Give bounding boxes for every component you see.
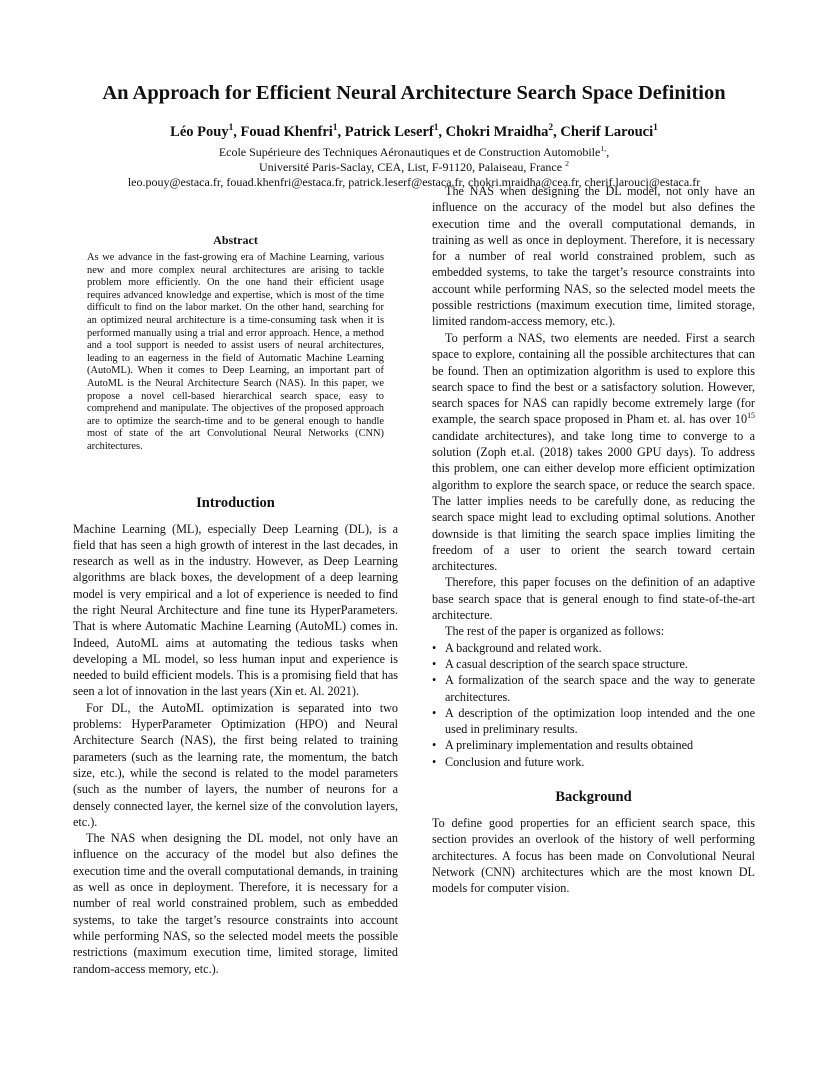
affiliation-line-1: Ecole Supérieure des Techniques Aéronautiques et de Construction Automobile$^{1,}$,	[218, 144, 610, 159]
intro-paragraph-5: Therefore, this paper focuses on the definition of an adaptive base search space that is general enough to find state-of-the-art architecture.	[432, 575, 755, 623]
intro-paragraph-2: For DL, the AutoML optimization is separated into two problems: HyperParameter Optimization (HPO) and Neural Architecture Search (NAS), the first being related to training parameters (such as the learning rate, the momentum, the batch size, etc.), while the second is related to the model parameters (such as the number of layers, the number of neurons for a densely connected layer, the kernel size of the convolution layers, etc.).	[73, 700, 398, 829]
paper-title: An Approach for Efficient Neural Architecture Search Space Definition	[102, 82, 726, 104]
intro-paragraph-3-flow: The NAS when designing the DL model, not only have an influence on the accuracy of the model but also defines the execution time and the overall computational demands, in training as well as once in deployment. Therefore, it is necessary for a number of real world constrained problem, such as embedded systems, to take the target’s resource constraints into account while performing NAS, so the selected model meets the possible restrictions (maximum execution time, limited storage, limited random-access memory, etc.).	[432, 184, 755, 329]
background-paragraph-1: To define good properties for an efficient search space, this section provides an overlook of the history of well performing architectures. A focus has been made on Convolutional Neural Network (CNN) architectures which are the most known DL models for computer vision.	[432, 816, 755, 896]
background-heading: Background	[555, 789, 632, 806]
intro-paragraph-1: Machine Learning (ML), especially Deep Learning (DL), is a field that has seen a high growth of interest in the last decades, in research as well as in the industry. However, as Deep Learning algorithms are black boxes, the development of a deep learning model is very empirical and a lot of experience is needed to find the right Neural Architecture and fine tune its HyperParameters. That is where Automatic Machine Learning (AutoML) comes in. Indeed, AutoML aims at automating the tedious tasks when developing a ML model, so less human input and experience is needed to build efficient models. This is a promising field that has seen a lot of innovation in the last years (Xin et. Al. 2021).	[73, 521, 398, 699]
abstract-text: As we advance in the fast-growing era of Machine Learning, various new and more complex neural architectures are arising to tackle problem more efficiently. On the one hand their efficient usage requires advanced knowledge and expertise, which is most of the time difficult to find on the labor market. On the other hand, searching for an optimized neural architecture is a time-consuming task when it is performed manually using a trial and error approach. Hence, a method and a tool support is needed to assist users of neural architectures, leading to an eagerness in the field of Automatic Machine Learning (AutoML). When it comes to Deep Learning, an important part of AutoML is the Neural Architecture Search (NAS). In this paper, we propose a novel cell-based hierarchical search space, easy to comprehend and manipulate. The objectives of the proposed approach are to optimize the search-time and to be general enough to handle most of state of the art Convolutional Neural Networks (CNN) architectures.	[87, 252, 384, 452]
right-column	[432, 184, 755, 897]
author: Patrick Leserf$^1$,	[344, 123, 446, 140]
intro-paragraph-6: The rest of the paper is organized as follows:	[445, 624, 665, 639]
author: Fouad Khenfri$^1$,	[240, 123, 345, 140]
intro-paragraph-4: To perform a NAS, two elements are needed. First a search space to explore, containing all the possible architectures that can be found. Then an optimization algorithm is used to explore this search space to find the best or a satisfactory solution. However, search spaces for NAS can rapidly become extremely large (for example, the search space proposed in Pham et. al. has over $10^{15}$ candidate architectures), and take long time to converge to a solution (Zoph et.al. (2018) takes 2000 GPU days). To address this problem, one can either develop more efficient optimization algorithm to explore the search space, or reduce the search space. The latter implies needs to be carefully done, as reducing the search space might lead to excluding optimal solutions. Another downside is that limiting the search space implies limiting the freedom of a user to orient the search toward certain architectures.	[432, 331, 755, 574]
author-emails: leo.pouy@estaca.fr, fouad.khenfri@estaca.fr, patrick.leserf@estaca.fr, chokri.mraidha@cea.fr, cherif.larouci@estaca.fr	[127, 175, 701, 189]
introduction-heading: Introduction	[196, 494, 275, 511]
abstract-heading: Abstract	[213, 233, 258, 247]
intro-paragraph-3-continued	[432, 184, 755, 330]
paper-outline-list	[432, 640, 755, 770]
author: Léo Pouy$^1$,	[170, 123, 241, 140]
list-item: • A background and related work.	[432, 640, 602, 655]
author-list	[40, 122, 788, 142]
list-item: • A description of the optimization loop intended and the one used in preliminary results.	[432, 705, 755, 737]
list-item: • A casual description of the search space structure.	[432, 656, 688, 671]
author: Cherif Larouci$^1$	[560, 123, 658, 140]
list-item: • A preliminary implementation and results obtained	[432, 738, 694, 753]
list-item: • A formalization of the search space and the way to generate architectures.	[432, 673, 755, 704]
list-item: • Conclusion and future work.	[432, 754, 585, 769]
affiliation-line-2: Université Paris-Saclay, CEA, List, F-91120, Palaiseau, France $^2$	[259, 159, 569, 174]
intro-paragraph-3: The NAS when designing the DL model, not only have an influence on the accuracy of the model but also defines the execution time and the overall computational demands, in training as well as once in deployment. Therefore, it is necessary for a number of real world constrained problem, such as embedded systems, to take the target’s resource constraints into account while performing NAS, so the selected model meets the possible restrictions (maximum execution time, limited storage, limited random-access memory, etc.).	[73, 831, 398, 976]
author: Chokri Mraidha$^2$,	[445, 123, 561, 140]
left-column	[73, 232, 398, 976]
